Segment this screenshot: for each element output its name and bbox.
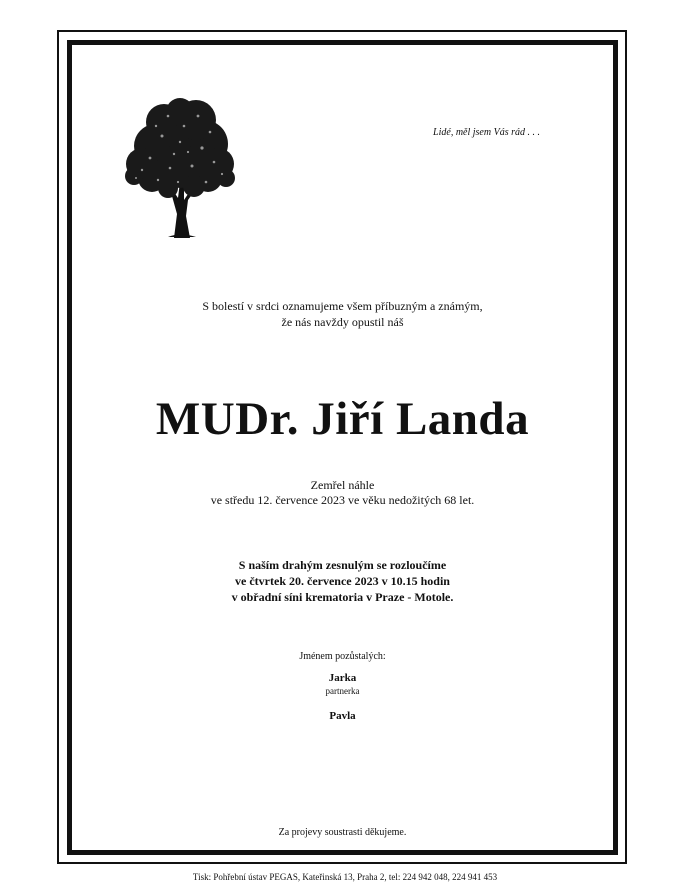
printer-line: Tisk: Pohřební ústav PEGAS, Kateřinská 13, Praha 2, tel: 224 942 048, 224 941 453 (192, 872, 498, 882)
farewell-line: v obřadní síni krematoria v Praze - Motole. (231, 590, 454, 604)
oak-tree-icon (122, 96, 238, 238)
deceased-name: MUDr. Jiří Landa (155, 393, 530, 445)
farewell-ceremony (67, 557, 618, 605)
death-notice (67, 478, 618, 508)
intro-line: že nás navždy opustil náš (281, 315, 404, 329)
mourner-name: Pavla (329, 710, 356, 722)
mourner-name: Jarka (328, 672, 357, 684)
thanks-text: Za projevy soustrasti děkujeme. (278, 827, 407, 838)
mourner-relation: partnerka (325, 686, 360, 696)
on-behalf-label: Jménem pozůstalých: (299, 651, 386, 662)
motto-text: Lidé, měl jsem Vás rád . . . (433, 127, 540, 138)
death-notice-line: ve středu 12. července 2023 ve věku nedožitých 68 let. (210, 493, 475, 507)
farewell-line: S naším drahým zesnulým se rozloučíme (238, 558, 447, 572)
intro-text (67, 298, 618, 330)
death-notice-line: Zemřel náhle (310, 478, 375, 492)
farewell-line: ve čtvrtek 20. července 2023 v 10.15 hodin (235, 574, 450, 588)
intro-line: S bolestí v srdci oznamujeme všem příbuzným a známým, (202, 299, 483, 313)
